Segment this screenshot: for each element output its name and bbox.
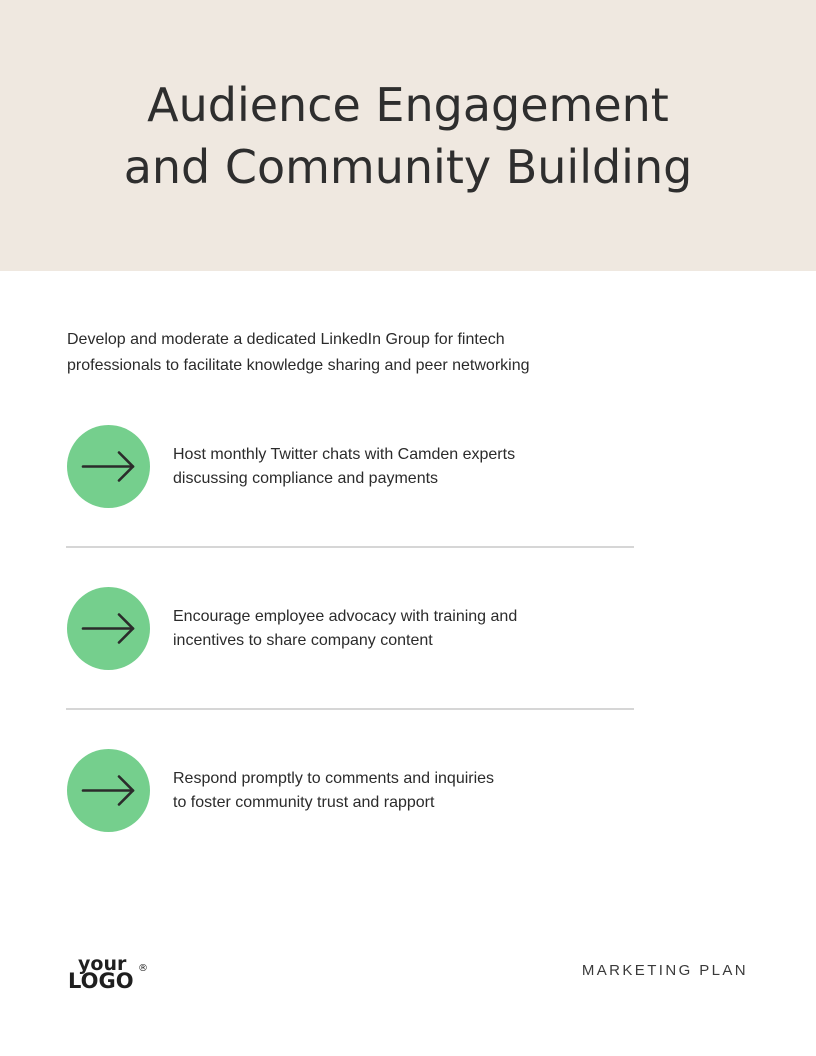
page-title (0, 74, 816, 198)
logo-line-1: your (78, 953, 127, 975)
intro-text-line-2: professionals to facilitate knowledge sharing and peer networking (67, 357, 530, 374)
intro-text-line-1: Develop and moderate a dedicated LinkedIn Group for fintech (67, 331, 505, 348)
list-item-text (173, 767, 593, 815)
list-item-text (173, 605, 593, 653)
list-item-text (173, 443, 593, 491)
footer-label: MARKETING PLAN (581, 962, 748, 979)
registered-mark: ® (138, 963, 148, 974)
logo-line-2: LOGO (68, 969, 134, 993)
list-item (67, 749, 635, 833)
page-title-line-2: and Community Building (123, 140, 693, 194)
list-item-text-line-1: Encourage employee advocacy with training and (173, 608, 518, 625)
intro-text (67, 327, 627, 379)
divider (66, 546, 634, 548)
list-item-text-line-2: discussing compliance and payments (173, 470, 439, 487)
logo (68, 951, 158, 995)
list-item-text-line-2: to foster community trust and rapport (173, 794, 435, 811)
list-item-text-line-1: Host monthly Twitter chats with Camden experts (173, 446, 516, 463)
divider (66, 708, 634, 710)
list-item (67, 425, 635, 509)
arrow-right-icon (67, 587, 150, 670)
list-item (67, 587, 635, 671)
page-title-line-1: Audience Engagement (147, 78, 669, 132)
list-item-text-line-2: incentives to share company content (173, 632, 433, 649)
list-item-text-line-1: Respond promptly to comments and inquiries (173, 770, 495, 787)
arrow-right-icon (67, 749, 150, 832)
arrow-right-icon (67, 425, 150, 508)
